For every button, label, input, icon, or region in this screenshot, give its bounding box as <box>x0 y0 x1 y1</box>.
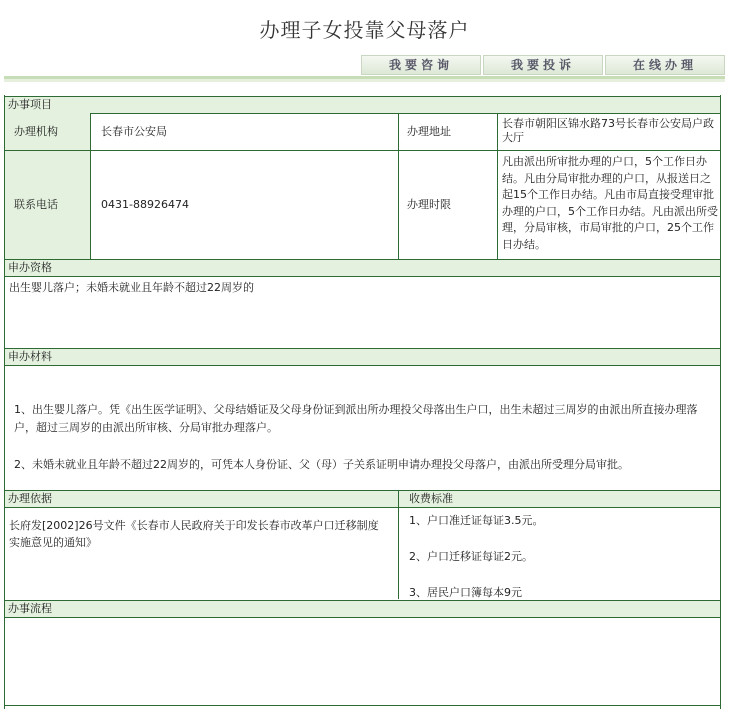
header-divider-light <box>4 79 725 82</box>
section-materials-title: 申办材料 <box>8 350 52 363</box>
page-title: 办理子女投靠父母落户 <box>259 18 470 42</box>
time-limit-label: 办理时限 <box>407 198 451 211</box>
fee-item: 2、户口迁移证每证2元。 <box>409 550 533 563</box>
col-divider <box>90 113 91 259</box>
basis-text: 长府发[2002]26号文件《长春市人民政府关于印发长春市改革户口迁移制度实施意见的通知》 <box>9 519 379 549</box>
table-bottom-border <box>5 705 720 706</box>
address-label: 办理地址 <box>407 124 451 138</box>
col-divider <box>398 113 399 259</box>
section-qualification-title: 申办资格 <box>8 261 52 274</box>
agency-label: 办理机构 <box>5 113 90 150</box>
section-items-title: 办事项目 <box>8 98 52 111</box>
fee-item: 3、居民户口簿每本9元 <box>409 586 522 599</box>
col-divider <box>497 113 498 259</box>
consult-tab[interactable]: 我要咨询 <box>361 55 481 75</box>
agency-value: 长春市公安局 <box>101 124 167 138</box>
address-value: 长春市朝阳区锦水路73号长春市公安局户政大厅 <box>502 117 714 144</box>
time-limit-value: 凡由派出所审批办理的户口，5个工作日办结。凡由分局审批办理的户口，从报送日之起15个工作日办结。凡由市局直接受理审批办理的户口，5个工作日办结。凡由派出所受理，分局审核，市局审批的户口，25个工作日办结。 <box>502 155 718 251</box>
section-items-header <box>5 96 720 114</box>
section-process-header <box>5 600 720 618</box>
fee-item: 1、户口准迁证每证3.5元。 <box>409 514 544 527</box>
section-qualification-header <box>5 259 720 277</box>
col-divider <box>398 491 399 599</box>
section-basis-title: 办理依据 <box>8 492 52 505</box>
online-apply-tab[interactable]: 在线办理 <box>605 55 725 75</box>
materials-item: 1、出生婴儿落户。凭《出生医学证明》、父母结婚证及父母身份证到派出所办理投父母落出生户口，出生未超过三周岁的由派出所直接办理落户，超过三周岁的由派出所审核、分局审批办理落户。 <box>14 403 698 434</box>
action-tabs <box>361 55 727 75</box>
qualification-text: 出生婴儿落户；未婚未就业且年龄不超过22周岁的 <box>9 281 254 294</box>
section-materials-header <box>5 348 720 366</box>
phone-label: 联系电话 <box>5 151 90 259</box>
section-basis-fees-header <box>5 490 720 508</box>
section-process-title: 办事流程 <box>8 602 52 615</box>
phone-value: 0431-88926474 <box>101 198 189 211</box>
section-fees-title: 收费标准 <box>409 492 453 505</box>
materials-item: 2、未婚未就业且年龄不超过22周岁的，可凭本人身份证、父（母）子关系证明申请办理投父母落户，由派出所受理分局审批。 <box>14 458 629 471</box>
complaint-tab[interactable]: 我要投诉 <box>483 55 603 75</box>
